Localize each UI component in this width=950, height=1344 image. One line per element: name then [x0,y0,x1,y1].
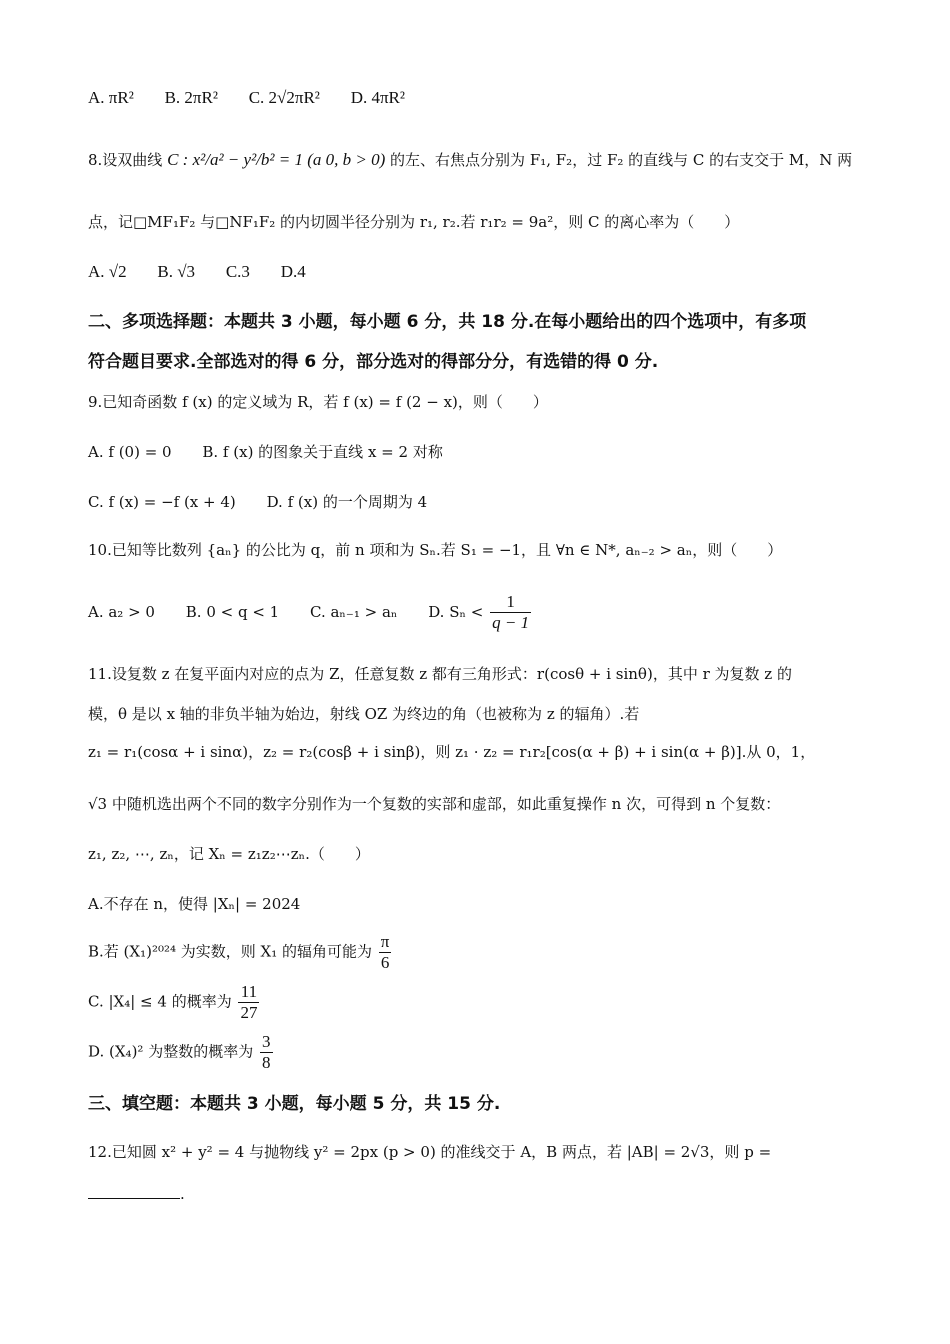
q7-option-c: C. 2√2πR² [248,88,320,107]
q8-options [88,260,332,284]
q11-option-d-fraction [260,1032,273,1073]
q8-stem-line2: 点，记□MF₁F₂ 与□NF₁F₂ 的内切圆半径分别为 r₁, r₂.若 r₁r₂ = 9a²，则 C 的离心率为（ ） [88,213,740,231]
q10-option-d-fraction [490,592,531,633]
q12-answer-blank[interactable] [88,1184,180,1199]
section2-heading-line1: 二、多项选择题：本题共 3 小题，每小题 6 分，共 18 分.在每小题给出的四个选项中，有多项 [88,312,807,332]
q11-option-d-denominator: 8 [262,1053,271,1072]
q10-option-d [428,592,533,632]
q9-option-a: A. f (0) = 0 [88,443,172,461]
q9-stem: 9.已知奇函数 f (x) 的定义域为 R，若 f (x) = f (2 − x)，则（ ） [88,393,548,411]
q8-option-b: B. √3 [157,262,196,281]
q7-option-a: A. πR² [88,88,134,107]
q11-option-c-denominator: 27 [240,1003,258,1022]
q8-option-d: D.4 [280,262,306,281]
q7-option-b: B. 2πR² [164,88,218,107]
q10-option-a: A. a₂ > 0 [88,602,155,621]
q10-option-d-numerator: 1 [490,592,531,613]
q11-option-c-fraction [238,982,259,1023]
q8-option-a: A. √2 [88,262,127,281]
q10-option-c: C. aₙ₋₁ > aₙ [310,602,398,621]
q11-option-c-text: C. |X₄| ≤ 4 的概率为 [88,992,232,1011]
q8-hyperbola-equation: C : x²/a² − y²/b² = 1 (a 0, b > 0) [167,150,386,169]
q11-option-d-text: D. (X₄)² 为整数的概率为 [88,1042,254,1061]
q11-option-c [88,982,261,1023]
q11-option-d-numerator: 3 [262,1032,271,1051]
q11-stem-line1: 11.设复数 z 在复平面内对应的点为 Z，任意复数 z 都有三角形式：r(cosθ + i sinθ)，其中 r 为复数 z 的 [88,665,792,683]
q11-option-a: A.不存在 n，使得 |Xₙ| = 2024 [88,895,301,913]
q11-stem-line3: z₁ = r₁(cosα + i sinα)，z₂ = r₂(cosβ + i sinβ)，则 z₁ · z₂ = r₁r₂[cos(α + β) + i sin(α + β)].从 0，1， [88,743,816,761]
q12-line-end: . [180,1185,185,1203]
q7-options [88,86,431,110]
q11-option-c-numerator: 11 [238,982,259,1003]
q9-options-row2 [88,490,453,514]
q11-option-d [88,1032,275,1073]
q11-option-b [88,932,393,973]
q11-stem-line4: √3 中随机选出两个不同的数字分别作为一个复数的实部和虚部，如此重复操作 n 次，可得到 n 个复数： [88,795,781,813]
section3-heading: 三、填空题：本题共 3 小题，每小题 5 分，共 15 分. [88,1094,501,1114]
q8-stem-pre: 8.设双曲线 [88,151,163,169]
q12-stem-line2 [88,1182,185,1206]
q8-stem-post: 的左、右焦点分别为 F₁, F₂，过 F₂ 的直线与 C 的右支交于 M，N 两 [390,151,853,169]
q10-options [88,592,533,633]
q11-stem-line5: z₁, z₂, ⋯, zₙ，记 Xₙ = z₁z₂⋯zₙ.（ ） [88,845,370,863]
q10-option-b: B. 0 < q < 1 [185,602,280,621]
section2-heading-line2: 符合题目要求.全部选对的得 6 分，部分选对的得部分分，有选错的得 0 分. [88,352,659,372]
q11-option-b-denominator: 6 [380,953,390,972]
q8-option-c: C.3 [225,262,250,281]
q7-option-d: D. 4πR² [350,88,405,107]
q10-option-d-label: D. Sₙ < [428,602,484,621]
q9-option-d: D. f (x) 的一个周期为 4 [266,493,428,511]
q10-option-d-denominator: q − 1 [492,613,530,632]
q9-option-c: C. f (x) = −f (x + 4) [88,493,236,511]
q9-options-row1 [88,440,469,464]
q11-option-b-text: B.若 (X₁)²⁰²⁴ 为实数，则 X₁ 的辐角可能为 [88,942,373,961]
q12-stem-line1: 12.已知圆 x² + y² = 4 与抛物线 y² = 2px (p > 0) 的准线交于 A，B 两点，若 |AB| = 2√3，则 p = [88,1143,772,1161]
q10-stem: 10.已知等比数列 {aₙ} 的公比为 q，前 n 项和为 Sₙ.若 S₁ = −1，且 ∀n ∈ N*, aₙ₋₂ > aₙ，则（ ） [88,541,783,559]
q11-option-b-numerator: π [380,932,390,951]
q11-option-b-fraction [379,932,392,973]
q11-stem-line2: 模，θ 是以 x 轴的非负半轴为始边，射线 OZ 为终边的角（也被称为 z 的辐角）.若 [88,705,640,723]
q9-option-b: B. f (x) 的图象关于直线 x = 2 对称 [202,443,443,461]
q8-stem-line1 [88,148,852,172]
